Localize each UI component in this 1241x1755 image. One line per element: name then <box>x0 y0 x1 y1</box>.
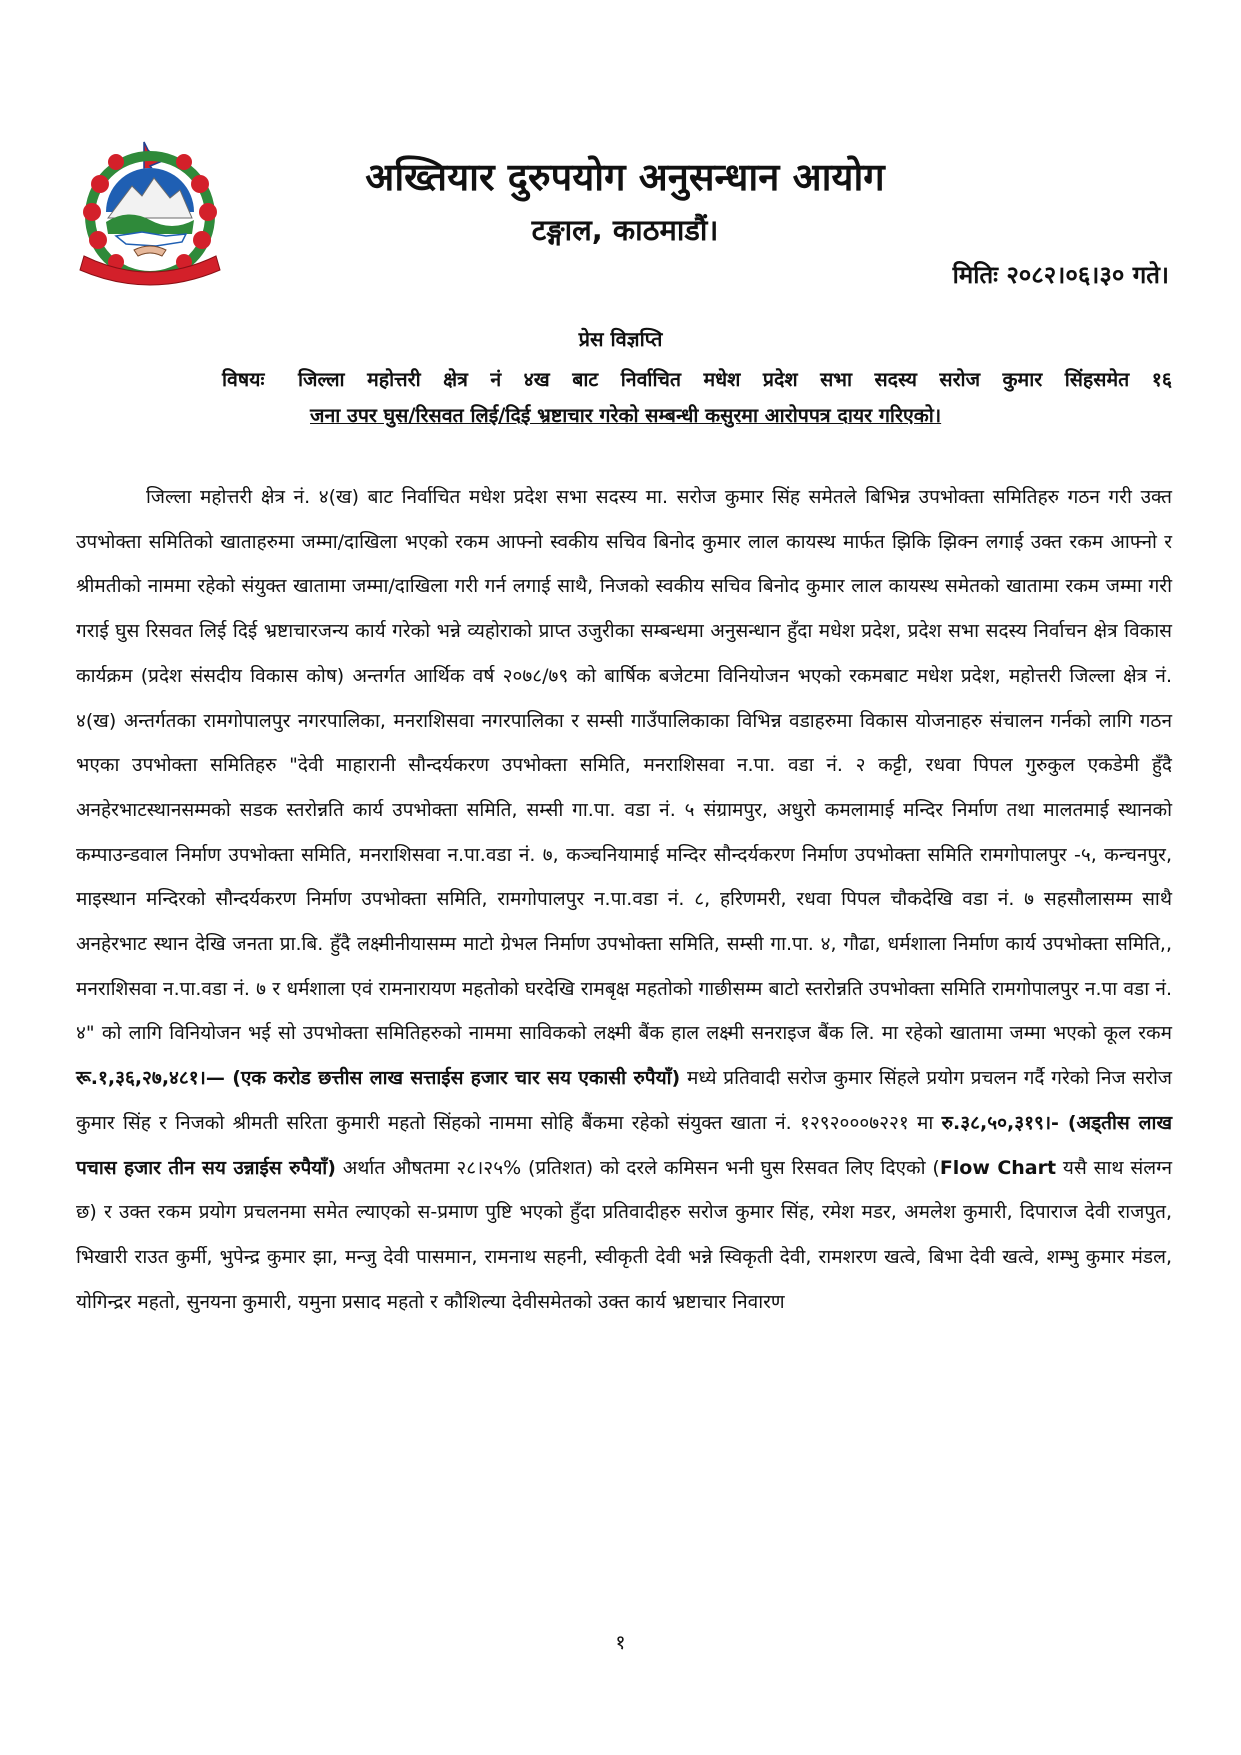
press-release-date: मितिः २०८२।०६।३० गते। <box>952 261 1169 289</box>
organization-address: टङ्गाल, काठमाडौं। <box>531 213 719 247</box>
ribbon-banner <box>80 256 220 285</box>
page-number: १ <box>615 1630 626 1654</box>
body-text-part-1: जिल्ला महोत्तरी क्षेत्र नं. ४(ख) बाट निर्वाचित मधेश प्रदेश सभा सदस्य मा. सरोज कुमार सिंह समेतले बिभिन्न उपभोक्ता समितिहरु गठन गरी उक्त उपभोक्ता समितिको खाताहरुमा जम्मा/दाखिला भएको रकम आफ्नो स्वकीय सचिव बिनोद कुमार लाल कायस्थ मार्फत झिकि झिक्न लगाई उक्त रकम आफ्नो र श्रीमतीको नाममा रहेको संयुक्त खातामा जम्मा/दाखिला गरी गर्न लगाई साथै, निजको स्वकीय सचिव बिनोद कुमार लाल कायस्थ समेतको खातामा रकम जम्मा गरी गराई घुस रिसवत लिई दिई भ्रष्टाचारजन्य कार्य गरेको भन्ने व्यहोराको प्राप्त उजुरीका सम्बन्धमा अनुसन्धान हुँदा मधेश प्रदेश, प्रदेश सभा सदस्य निर्वाचन क्षेत्र विकास कार्यक्रम (प्रदेश संसदीय विकास कोष) अन्तर्गत आर्थिक वर्ष २०७८/७९ को बार्षिक बजेटमा विनियोजन भएको रकमबाट मधेश प्रदेश, महोत्तरी जिल्ला क्षेत्र नं. ४(ख) अन्तर्गतका रामगोपालपुर नगरपालिका, मनराशिसवा नगरपालिका र सम्सी गाउँपालिकाका विभिन्न वडाहरुमा विकास योजनाहरु संचालन गर्नको लागि गठन भएका उपभोक्ता समितिहरु "देवी माहारानी सौन्दर्यकरण उपभोक्ता समिति, मनराशिसवा न.पा. वडा नं. २ कट्टी, रधवा पिपल गुरुकुल एकडेमी हुँदै अनहेरभाटस्थानसम्मको सडक स्तरोन्नति कार्य उपभोक्ता समिति, सम्सी गा.पा. वडा नं. ५ संग्रामपुर, अधुरो कमलामाई मन्दिर निर्माण तथा मालतमाई स्थानको कम्पाउन्डवाल निर्माण उपभोक्ता समिति, मनराशिसवा न.पा.वडा नं. ७, कञ्चनियामाई मन्दिर सौन्दर्यकरण निर्माण उपभोक्ता समिति रामगोपालपुर -५, कन्चनपुर, माइस्थान मन्दिरको सौन्दर्यकरण निर्माण उपभोक्ता समिति, रामगोपालपुर न.पा.वडा नं. ८, हरिणमरी, रधवा पिपल चौकदेखि वडा नं. ७ सहसौलासम्म साथै अनहेरभाट स्थान देखि जनता प्रा.बि. हुँदै लक्ष्मीनीयासम्म माटो ग्रेभल निर्माण उपभोक्ता समिति, सम्सी गा.पा. ४, गौढा, धर्मशाला निर्माण कार्य उपभोक्ता समिति,, मनराशिसवा न.पा.वडा नं. ७ र धर्मशाला एवं रामनारायण महतोको घरदेखि रामबृक्ष महतोको गाछीसम्म बाटो स्तरोन्नति उपभोक्ता समिति रामगोपालपुर न.पा वडा नं. ४" को लागि विनियोजन भई सो उपभोक्ता समितिहरुको नाममा साविकको लक्ष्मी बैंक हाल लक्ष्मी सनराइज बैंक लि. मा रहेको खातामा जम्मा भएको कूल रकम <box>76 486 1172 1045</box>
press-release-heading: प्रेस विज्ञप्ति <box>578 327 663 351</box>
subject-label: विषयः <box>222 368 265 391</box>
nepal-emblem-logo <box>70 138 230 288</box>
body-paragraph <box>76 475 1172 1324</box>
total-amount: रू.१,३६,२७,४८१।— (एक करोड छत्तीस लाख सत्ताईस हजार चार सय एकासी रुपैयाँ) <box>76 1067 681 1090</box>
flow-chart-reference: Flow Chart <box>939 1156 1057 1179</box>
body-text-part-4: यसै साथ संलग्न छ) र उक्त रकम प्रयोग प्रचलनमा समेत ल्याएको स-प्रमाण पुष्टि भएको हुँदा प्रतिवादीहरु सरोज कुमार सिंह, रमेश मडर, अमलेश कुमारी, दिपाराज देवी राजपुत, भिखारी राउत कुर्मी, भुपेन्द्र कुमार झा, मन्जु देवी पासमान, रामनाथ सहनी, स्वीकृती देवी भन्ने स्विकृती देवी, रामशरण खत्वे, बिभा देवी खत्वे, शम्भु कुमार मंडल, योगिन्द्रर महतो, सुनयना कुमारी, यमुना प्रसाद महतो र कौशिल्या देवीसमेतको उक्त कार्य भ्रष्टाचार निवारण <box>76 1156 1172 1313</box>
commission-amount: रु.३८,५०,३१९।- (अड्तीस लाख पचास हजार तीन सय उन्नाईस रुपैयाँ) <box>76 1111 1173 1179</box>
subject-line-2: जना उपर घुस/रिसवत लिई/दिई भ्रष्टाचार गरेको सम्बन्धी कसुरमा आरोपपत्र दायर गरिएको। <box>310 404 942 427</box>
body-text-part-2: मध्ये प्रतिवादी सरोज कुमार सिंहले प्रयोग प्रचलन गर्दै गरेको निज सरोज कुमार सिंह र निजको श्रीमती सरिता कुमारी महतो सिंहको नाममा सोहि बैंकमा रहेको संयुक्त खाता नं. १२९२०००७२२१ मा <box>76 1067 1172 1134</box>
subject-line-1: जिल्ला महोत्तरी क्षेत्र नं ४ख बाट निर्वाचित मधेश प्रदेश सभा सदस्य सरोज कुमार सिंहसमेत १६ <box>298 368 1172 391</box>
body-text-part-3: अर्थात औषतमा २८।२५% (प्रतिशत) को दरले कमिसन भनी घुस रिसवत लिए दिएको ( <box>335 1156 940 1179</box>
organization-title: अख्तियार दुरुपयोग अनुसन्धान आयोग <box>365 155 885 199</box>
